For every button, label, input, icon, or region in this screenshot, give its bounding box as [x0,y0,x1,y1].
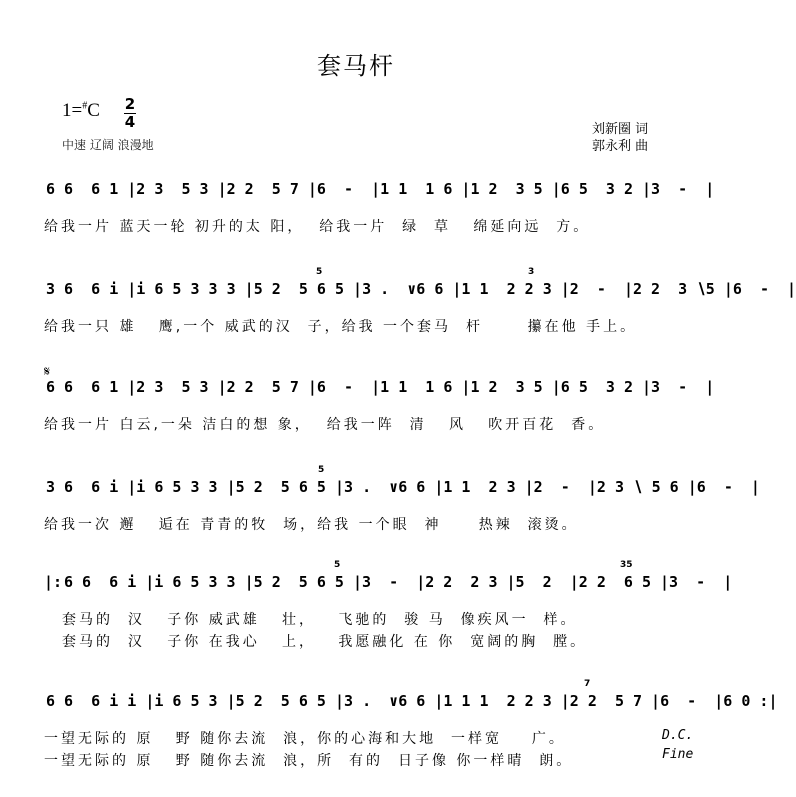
key-signature [62,100,100,122]
key-note: C [87,100,100,121]
time-bottom: 4 [124,113,136,131]
tempo-marking: 中速 辽阔 浪漫地 [62,138,154,152]
dc-fine-marking [662,726,693,764]
lyrics-line: 给我一片 蓝天一轮 初升的太 阳， 给我一片 绿 草 绵延向远 方。 [44,219,591,235]
grace-note: 5 [318,465,325,475]
key-prefix: 1= [62,100,83,121]
song-title: 套马杆 [317,52,395,80]
time-signature [124,97,136,130]
notes-line: 6 6 6 1 |2 3 5 3 |2 2 5 7 |6 - |1 1 1 6 |1 2 3 5 |6 5 3 2 |3 - | [46,378,715,396]
lyrics-line: 给我一次 邂 逅在 青青的牧 场，给我 一个眼 神 热辣 滚烫。 [44,517,579,533]
notes-line: 6 6 6 i i |i 6 5 3 |5 2 5 6 5 |3 . ∨6 6 |1 1 1 2 2 3 |2 2 5 7 |6 - |6 0 :| [46,692,778,710]
lyrics-line: 套马的 汉 子你 在我心 上， 我愿融化 在 你 宽阔的胸 膛。 [62,634,588,650]
fine-label: Fine [662,747,694,762]
notes-line: 6 6 6 i |i 6 5 3 3 |5 2 5 6 5 |3 - |2 2 2 3 |5 2 |2 2 6 5 |3 - | [64,573,733,591]
repeat-start-sign: |: [44,573,63,591]
composer-credit: 郭永利 曲 [592,139,649,154]
lyricist-credit: 刘新圈 词 [592,122,649,137]
credits [592,121,648,155]
grace-note: 3 [528,267,535,277]
grace-note: 5 [334,560,341,570]
grace-note: 35 [620,560,633,570]
lyrics-line: 一望无际的 原 野 随你去流 浪，所 有的 日子像 你一样晴 朗。 [44,753,574,769]
sharp-sign: # [82,100,88,112]
grace-note: 7 [584,679,591,689]
lyrics-line: 给我一片 白云,一朵 洁白的想 象， 给我一阵 清 风 吹开百花 香。 [44,417,606,433]
notes-line: 3 6 6 i |i 6 5 3 3 3 |5 2 5 6 5 |3 . ∨6 6 |1 1 2 2 3 |2 - |2 2 3 ∖5 |6 - | [46,280,796,298]
lyrics-line: 套马的 汉 子你 威武雄 壮， 飞驰的 骏 马 像疾风一 样。 [62,612,578,628]
lyrics-line: 一望无际的 原 野 随你去流 浪，你的心海和大地 一样宽 广。 [44,731,566,747]
time-top: 2 [124,95,136,113]
dc-label: D.C. [662,728,694,743]
segno-sign: 𝄋 [44,364,51,380]
notes-line: 6 6 6 1 |2 3 5 3 |2 2 5 7 |6 - |1 1 1 6 |1 2 3 5 |6 5 3 2 |3 - | [46,180,715,198]
grace-note: 5 [316,267,323,277]
notes-line: 3 6 6 i |i 6 5 3 3 |5 2 5 6 5 |3 . ∨6 6 |1 1 2 3 |2 - |2 3 ∖ 5 6 |6 - | [46,478,760,496]
lyrics-line: 给我一只 雄 鹰,一个 威武的汉 子，给我 一个套马 杆 攥在他 手上。 [44,319,638,335]
